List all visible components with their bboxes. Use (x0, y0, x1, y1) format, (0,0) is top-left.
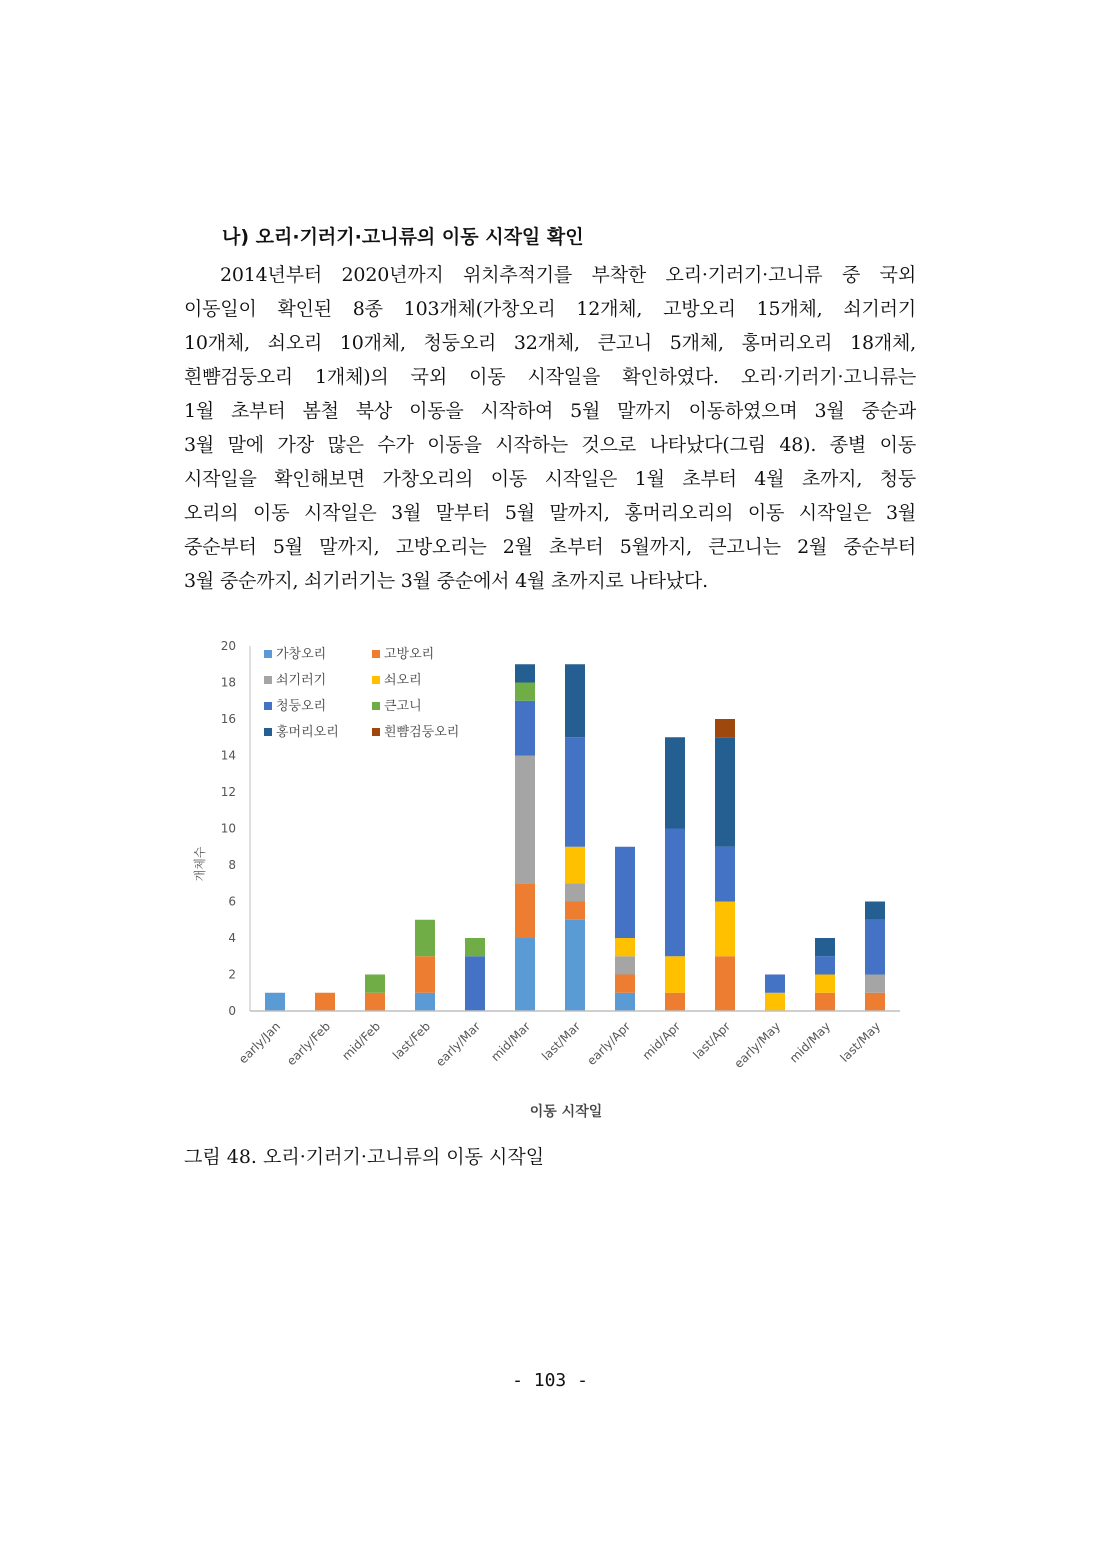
legend-swatch (264, 676, 272, 684)
x-tick-label: early/Mar (433, 1019, 484, 1070)
chart-legend (264, 646, 459, 740)
bar-segment (665, 829, 685, 957)
bar-segment (715, 737, 735, 847)
y-tick-label: 18 (220, 675, 236, 690)
x-tick-label: mid/Feb (339, 1019, 384, 1064)
bar-segment (665, 993, 685, 1011)
bar-segment (515, 938, 535, 1011)
stacked-bar-chart (180, 630, 920, 1130)
legend-label: 청둥오리 (276, 699, 327, 714)
bar-segment (865, 975, 885, 993)
bar-segment (815, 938, 835, 956)
x-tick-label: early/Jan (235, 1019, 284, 1067)
chart-bars (265, 664, 885, 1011)
legend-label: 쇠오리 (384, 673, 422, 688)
bar-segment (615, 847, 635, 938)
bar-segment (415, 920, 435, 957)
legend-swatch (264, 728, 272, 736)
y-tick-label: 2 (228, 967, 236, 982)
legend-label: 흰뺨검둥오리 (384, 725, 460, 740)
bar-segment (415, 993, 435, 1011)
bar-segment (515, 664, 535, 682)
x-tick-label: early/May (731, 1019, 784, 1071)
x-tick-label: mid/Apr (639, 1019, 684, 1063)
legend-label: 홍머리오리 (276, 725, 339, 740)
bar-segment (765, 975, 785, 993)
bar-segment (565, 737, 585, 847)
bar-segment (565, 664, 585, 737)
bar-segment (715, 956, 735, 1011)
paragraph-line: 이동일이 확인된 8종 103개체(가창오리 12개체, 고방오리 15개체, 쇠기러기 (184, 298, 916, 320)
bar-segment (615, 956, 635, 974)
bar-segment (815, 993, 835, 1011)
bar-segment (665, 956, 685, 993)
y-tick-label: 6 (228, 894, 236, 909)
bar-segment (815, 956, 835, 974)
y-tick-label: 20 (220, 639, 236, 653)
legend-swatch (264, 702, 272, 710)
bar-segment (415, 956, 435, 993)
bar-segment (615, 975, 635, 993)
bar-segment (865, 920, 885, 975)
bar-segment (715, 719, 735, 737)
bar-segment (365, 993, 385, 1011)
x-tick-label: mid/May (786, 1019, 834, 1066)
bar-segment (515, 701, 535, 756)
legend-swatch (372, 650, 380, 658)
bar-segment (665, 737, 685, 828)
paragraph-line: 중순부터 5월 말까지, 고방오리는 2월 초부터 5월까지, 큰고니는 2월 중순부터 (184, 536, 916, 558)
page-number: - 103 - (512, 1370, 588, 1391)
bar-segment (465, 938, 485, 956)
x-tick-label: early/Feb (284, 1019, 334, 1069)
bar-segment (365, 975, 385, 993)
x-tick-label: last/May (837, 1019, 884, 1065)
bar-segment (515, 683, 535, 701)
bar-segment (465, 956, 485, 1011)
bar-segment (615, 993, 635, 1011)
paragraph-line: 2014년부터 2020년까지 위치추적기를 부착한 오리·기러기·고니류 중 국외 (220, 264, 916, 286)
bar-segment (515, 756, 535, 884)
bar-segment (815, 975, 835, 993)
bar-segment (565, 902, 585, 920)
paragraph-line: 1월 초부터 봄철 북상 이동을 시작하여 5월 말까지 이동하였으며 3월 중순과 (184, 400, 916, 422)
figure-caption: 그림 48. 오리·기러기·고니류의 이동 시작일 (184, 1146, 545, 1168)
legend-label: 가창오리 (276, 647, 327, 662)
x-axis-label: 이동 시작일 (529, 1104, 603, 1120)
body-paragraph (184, 258, 916, 598)
paragraph-line: 3월 중순까지, 쇠기러기는 3월 중순에서 4월 초까지로 나타났다. (184, 570, 708, 592)
x-tick-label: last/Feb (390, 1019, 434, 1063)
y-tick-label: 4 (228, 931, 236, 945)
paragraph-line: 10개체, 쇠오리 10개체, 청둥오리 32개체, 큰고니 5개체, 홍머리오리 18개체, (184, 332, 916, 354)
legend-swatch (372, 702, 380, 710)
y-tick-label: 14 (220, 748, 236, 763)
section-heading: 나) 오리·기러기·고니류의 이동 시작일 확인 (222, 226, 584, 248)
paragraph-line: 흰뺨검둥오리 1개체)의 국외 이동 시작일을 확인하였다. 오리·기러기·고니류는 (184, 366, 916, 388)
bar-segment (615, 938, 635, 956)
bar-segment (565, 920, 585, 1011)
x-tick-label: last/Apr (690, 1019, 734, 1062)
bar-segment (715, 847, 735, 902)
bar-segment (865, 902, 885, 920)
x-tick-label: last/Mar (539, 1019, 584, 1064)
legend-label: 큰고니 (384, 699, 422, 714)
bar-segment (565, 883, 585, 901)
legend-swatch (264, 650, 272, 658)
legend-swatch (372, 728, 380, 736)
bar-segment (265, 993, 285, 1011)
y-tick-label: 8 (228, 858, 236, 872)
legend-label: 쇠기러기 (276, 673, 327, 688)
paragraph-line: 오리의 이동 시작일은 3월 말부터 5월 말까지, 홍머리오리의 이동 시작일은 3월 (184, 502, 916, 524)
bar-segment (565, 847, 585, 884)
legend-swatch (372, 676, 380, 684)
bar-segment (865, 993, 885, 1011)
bar-segment (515, 883, 535, 938)
bar-segment (765, 993, 785, 1011)
y-axis-label: 개체수 (193, 846, 207, 882)
x-tick-label: early/Apr (584, 1019, 634, 1068)
x-tick-label: mid/Mar (488, 1019, 534, 1065)
paragraph-line: 시작일을 확인해보면 가창오리의 이동 시작일은 1월 초부터 4월 초까지, 청둥 (184, 468, 916, 490)
bar-segment (715, 902, 735, 957)
legend-label: 고방오리 (384, 647, 435, 662)
bar-segment (315, 993, 335, 1011)
y-tick-label: 10 (220, 821, 236, 836)
y-tick-label: 0 (228, 1004, 236, 1018)
y-tick-label: 12 (220, 785, 236, 799)
paragraph-line: 3월 말에 가장 많은 수가 이동을 시작하는 것으로 나타났다(그림 48). 종별 이동 (184, 434, 916, 456)
y-tick-label: 16 (220, 712, 236, 726)
